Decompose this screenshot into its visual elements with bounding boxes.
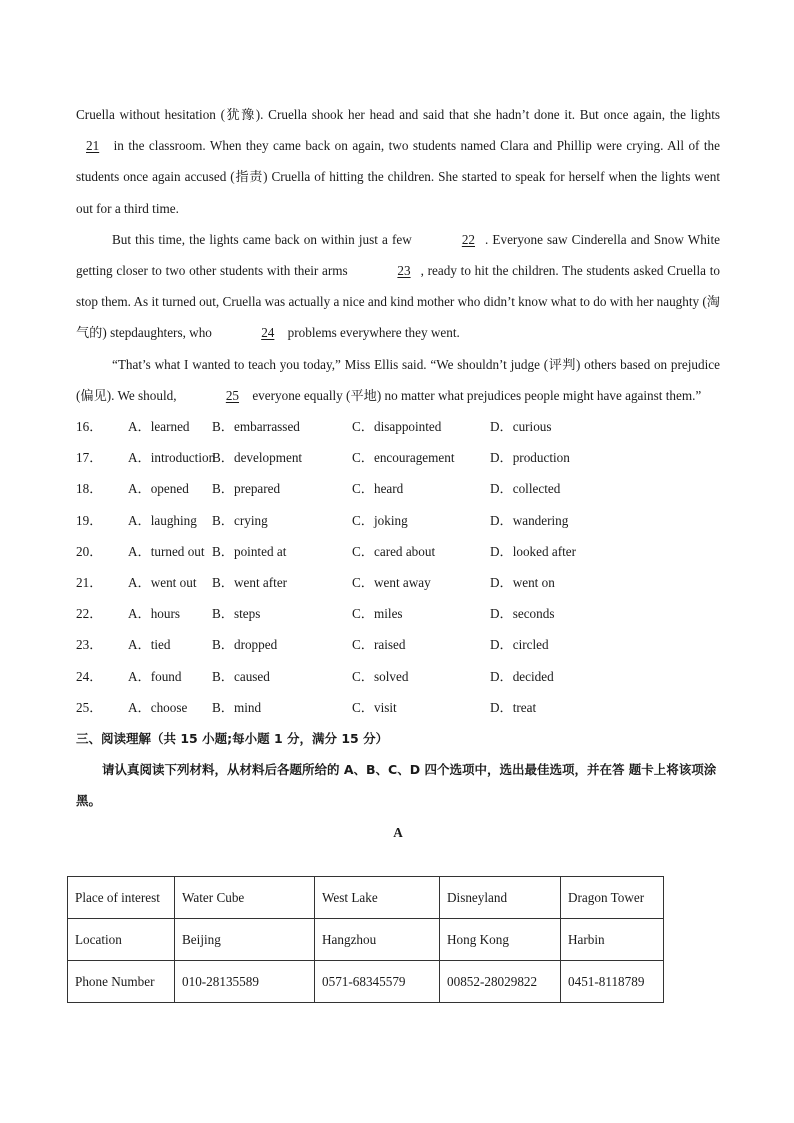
option-a: A．tied	[128, 637, 171, 653]
text-run: everyone equally (平地) no matter what prejudices people might have against them.”	[249, 387, 702, 403]
option-row	[76, 536, 720, 567]
blank-24: 24	[261, 325, 275, 341]
option-d: D．production	[490, 450, 570, 466]
option-b: B．dropped	[212, 637, 278, 653]
option-c: C．miles	[352, 606, 403, 622]
table-row	[68, 919, 664, 961]
option-row	[76, 567, 720, 598]
option-c: C．disappointed	[352, 419, 442, 435]
table-cell: Hong Kong	[440, 919, 561, 961]
table-row	[68, 877, 664, 919]
blank-25: 25	[225, 387, 240, 403]
option-c: C．solved	[352, 668, 409, 684]
option-row	[76, 661, 720, 692]
option-a: A．laughing	[128, 512, 197, 528]
option-row	[76, 411, 720, 442]
question-number: 16．	[76, 419, 103, 435]
option-row	[76, 598, 720, 629]
option-row	[76, 505, 720, 536]
text-run: in the classroom. When they came back on again, two students named Clara and Phillip were crying. All of the students once again accused (指责) Cruella of hitting the children. She started to speak for herself when the lights went out for a third time.	[76, 138, 720, 216]
option-a: A．choose	[128, 699, 188, 715]
table-cell: Water Cube	[175, 877, 315, 919]
option-b: B．caused	[212, 668, 270, 684]
table-cell: Disneyland	[440, 877, 561, 919]
passage-paragraph-3	[76, 349, 720, 411]
option-b: B．prepared	[212, 481, 281, 497]
option-d: D．looked after	[490, 543, 577, 559]
passage-label: A	[393, 824, 403, 840]
option-a: A．hours	[128, 606, 181, 622]
table-cell: 0451-8118789	[561, 961, 664, 1003]
option-c: C．cared about	[352, 543, 436, 559]
option-d: D．circled	[490, 637, 549, 653]
option-d: D．decided	[490, 668, 554, 684]
option-b: B．crying	[212, 512, 268, 528]
option-row	[76, 442, 720, 473]
text-run: . Everyone saw Cinderella and Snow White getting closer to two other students with their arms	[76, 231, 720, 279]
table-cell: Harbin	[561, 919, 664, 961]
option-b: B．embarrassed	[212, 419, 300, 435]
option-b: B．pointed at	[212, 543, 287, 559]
section-title: 三、阅读理解（共 15 小题;每小题 1 分，满分 15 分）	[76, 730, 389, 746]
question-number: 20．	[76, 543, 103, 559]
option-c: C．raised	[352, 637, 406, 653]
option-a: A．turned out	[128, 543, 205, 559]
question-number: 25．	[76, 699, 103, 715]
option-row	[76, 692, 720, 723]
question-number: 23．	[76, 637, 103, 653]
table-cell: Phone Number	[68, 961, 175, 1003]
option-a: A．found	[128, 668, 182, 684]
option-d: D．wandering	[490, 512, 569, 528]
table-row	[68, 961, 664, 1003]
question-number: 18．	[76, 481, 103, 497]
option-a: A．introduction	[128, 450, 216, 466]
option-row	[76, 629, 720, 660]
option-d: D．seconds	[490, 606, 555, 622]
option-a: A．opened	[128, 481, 189, 497]
table-cell: 00852-28029822	[440, 961, 561, 1003]
option-d: D．treat	[490, 699, 537, 715]
passage-paragraph-2	[76, 224, 720, 349]
table-cell: West Lake	[315, 877, 440, 919]
table-cell: Hangzhou	[315, 919, 440, 961]
options-list	[76, 411, 720, 723]
question-number: 19．	[76, 512, 103, 528]
table-cell: Place of interest	[68, 877, 175, 919]
option-c: C．visit	[352, 699, 397, 715]
option-d: D．collected	[490, 481, 561, 497]
question-number: 21．	[76, 574, 103, 590]
option-a: A．went out	[128, 574, 197, 590]
option-d: D．went on	[490, 574, 555, 590]
option-c: C．heard	[352, 481, 404, 497]
table-cell: 010-28135589	[175, 961, 315, 1003]
text-run: Cruella without hesitation (犹豫). Cruella shook her head and said that she hadn’t done it. But once again, the lights	[76, 107, 720, 122]
places-table	[67, 876, 664, 1003]
option-c: C．went away	[352, 574, 431, 590]
text-run: , ready to hit the children. The students asked Cruella to stop them. As it turned out, Cruella was actually a nice and kind mother who didn’t know what to do with her naughty (淘气的) stepdaughters, who	[76, 263, 720, 341]
option-b: B．went after	[212, 574, 288, 590]
option-d: D．curious	[490, 419, 552, 435]
document-page	[76, 99, 720, 848]
text-run: “That’s what I wanted to teach you today,” Miss Ellis said. “We shouldn’t judge (评判) others based on prejudice (偏见). We should,	[76, 356, 720, 403]
passage-paragraph-1	[76, 99, 720, 224]
blank-23: 23	[397, 263, 411, 279]
text-run: But this time, the lights came back on within just a few	[112, 231, 416, 247]
table-cell: Beijing	[175, 919, 315, 961]
option-b: B．mind	[212, 699, 262, 715]
option-c: C．encouragement	[352, 450, 455, 466]
option-b: B．development	[212, 450, 303, 466]
table-cell: 0571-68345579	[315, 961, 440, 1003]
option-a: A．learned	[128, 419, 190, 435]
question-number: 24．	[76, 668, 103, 684]
table-cell: Location	[68, 919, 175, 961]
option-row	[76, 473, 720, 504]
question-number: 22．	[76, 606, 103, 622]
blank-22: 22	[461, 231, 476, 247]
section-instruction: 请认真阅读下列材料，从材料后各题所给的 A、B、C、D 四个选项中，选出最佳选项，并在答 题卡上将该项涂黑。	[76, 762, 717, 809]
table-cell: Dragon Tower	[561, 877, 664, 919]
blank-21: 21	[86, 138, 100, 154]
text-run: problems everywhere they went.	[284, 325, 460, 341]
question-number: 17．	[76, 450, 103, 466]
option-c: C．joking	[352, 512, 408, 528]
option-b: B．steps	[212, 606, 261, 622]
